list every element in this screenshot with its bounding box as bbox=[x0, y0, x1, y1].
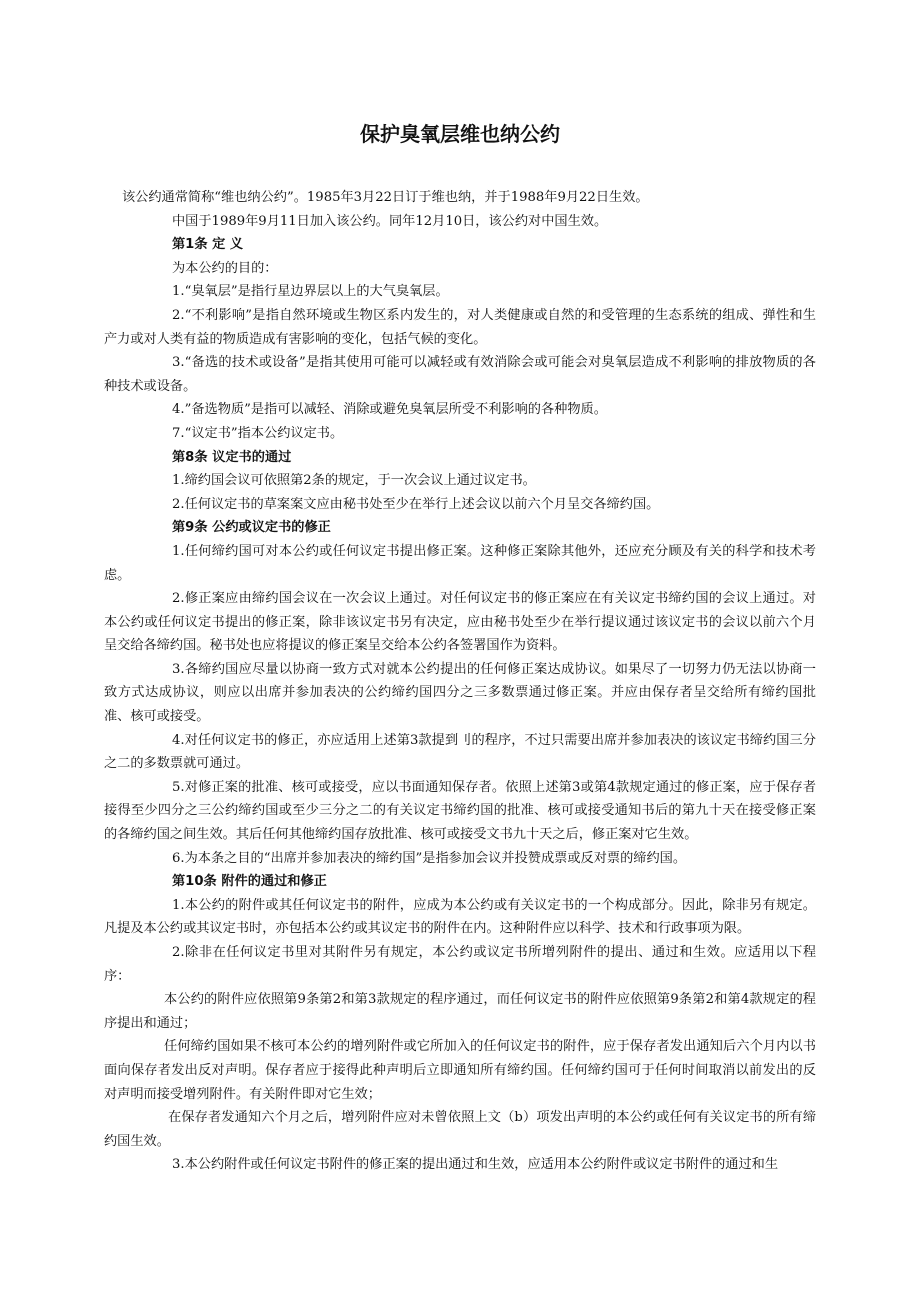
clause-paragraph: 1.本公约的附件或其任何议定书的附件，应成为本公约或有关议定书的一个构成部分。因此，除非另有规定。凡提及本公约或其议定书时，亦包括本公约或其议定书的附件在内。这种附件应以科学、技术和行政事项为限。 bbox=[104, 897, 816, 937]
clause-paragraph: 4.对任何议定书的修正，亦应适用上述第3款提到刂的程序，不过只需要出席并参加表决的该议定书缔约国三分之二的多数票就可通过。 bbox=[104, 732, 816, 772]
intro-paragraph: 中国于1989年9月11日加入该公约。同年12月10日，该公约对中国生效。 bbox=[172, 213, 608, 229]
body-paragraph: 为本公约的目的： bbox=[172, 260, 278, 276]
clause-paragraph: 6.为本条之目的“出席并参加表决的缔约国”是指参加会议并投赞成票或反对票的缔约国。 bbox=[172, 850, 686, 866]
clause-paragraph: 2.除非在任何议定书里对其附件另有规定，本公约或议定书所增列附件的提出、通过和生效。应适用以下程序： bbox=[104, 945, 816, 984]
clause-paragraph: 3.各缔约国应尽量以协商一致方式对就本公约提出的任何修正案达成协议。如果尽了一切努力仍无法以协商一致方式达成协议，则应以出席并参加表决的公约缔约国四分之三多数票通过修正案。并应由保存者呈交给所有缔约国批准、核可或接受。 bbox=[104, 661, 816, 725]
intro-paragraph: 该公约通常简称“维也纳公约”。1985年3月22日订于维也纳，并于1988年9月22日生效。 bbox=[122, 190, 649, 205]
clause-paragraph: 5.对修正案的批准、核可或接受，应以书面通知保存者。依照上述第3或第4款规定通过的修正案，应于保存者接得至少四分之三公约缔约国或至少三分之二的有关议定书缔约国的批准、核可或接受通知书后的第九十天在接受修正案的各缔约国之间生效。其后任何其他缔约国存放批准、核可或接受文书九十天之后，修正案对它生效。 bbox=[104, 779, 816, 843]
clause-paragraph: 7.“议定书”指本公约议定书。 bbox=[172, 425, 344, 441]
article-heading: 第10条 附件的通过和修正 bbox=[172, 874, 327, 890]
clause-paragraph: 1.任何缔约国可对本公约或任何议定书提出修正案。这种修正案除其他外，还应充分顾及有关的科学和技术考虑。 bbox=[104, 543, 816, 583]
sub-clause-paragraph: 在保存者发通知六个月之后，增列附件应对未曾依照上文（b）项发出声明的本公约或任何有关议定书的所有缔约国生效。 bbox=[104, 1110, 816, 1149]
sub-clause-paragraph: 本公约的附件应依照第9条第2和第3款规定的程序通过，而任何议定书的附件应依照第9条第2和第4款规定的程序提出和通过； bbox=[104, 992, 816, 1031]
clause-paragraph: 3.“备选的技术或设备”是指其使用可能可以减轻或有效消除会或可能会对臭氧层造成不利影响的排放物质的各种技术或设备。 bbox=[104, 355, 816, 394]
clause-paragraph: 2.修正案应由缔约国会议在一次会议上通过。对任何议定书的修正案应在有关议定书缔约国的会议上通过。对本公约或任何议定书提出的修正案，除非该议定书另有决定，应由秘书处至少在举行提议通过该议定书的会议以前六个月呈交给各缔约国。秘书处也应将提议的修正案呈交给本公约各签署国作为资料。 bbox=[104, 591, 816, 654]
sub-clause-paragraph: 任何缔约国如果不核可本公约的增列附件或它所加入的任何议定书的附件，应于保存者发出通知后六个月内以书面向保存者发出反对声明。保存者应于接得此种声明后立即通知所有缔约国。任何缔约国可于任何时间取消以前发出的反对声明而接受增列附件。有关附件即对它生效； bbox=[104, 1039, 816, 1102]
clause-paragraph: 2.“不利影响”是指自然环境或生物区系内发生的，对人类健康或自然的和受管理的生态系统的组成、弹性和生产力或对人类有益的物质造成有害影响的变化，包括气候的变化。 bbox=[104, 307, 816, 347]
article-heading: 第8条 议定书的通过 bbox=[172, 449, 292, 465]
article-heading: 第9条 公约或议定书的修正 bbox=[172, 520, 331, 536]
document-title: 保护臭氧层维也纳公约 bbox=[360, 122, 560, 146]
clause-paragraph: 1.缔约国会议可依照第2条的规定，于一次会议上通过议定书。 bbox=[172, 473, 536, 489]
article-heading: 第1条 定 义 bbox=[172, 237, 244, 253]
clause-paragraph: 1.“臭氧层”是指行星边界层以上的大气臭氧层。 bbox=[172, 284, 449, 300]
clause-paragraph: 4.”备选物质”是指可以减轻、消除或避免臭氧层所受不利影响的各种物质。 bbox=[172, 402, 607, 418]
clause-paragraph: 2.任何议定书的草案案文应由秘书处至少在举行上述会议以前六个月呈交各缔约国。 bbox=[172, 496, 660, 512]
clause-paragraph: 3.本公约附件或任何议定书附件的修正案的提出通过和生效，应适用本公约附件或议定书附件的通过和生 bbox=[172, 1157, 779, 1173]
